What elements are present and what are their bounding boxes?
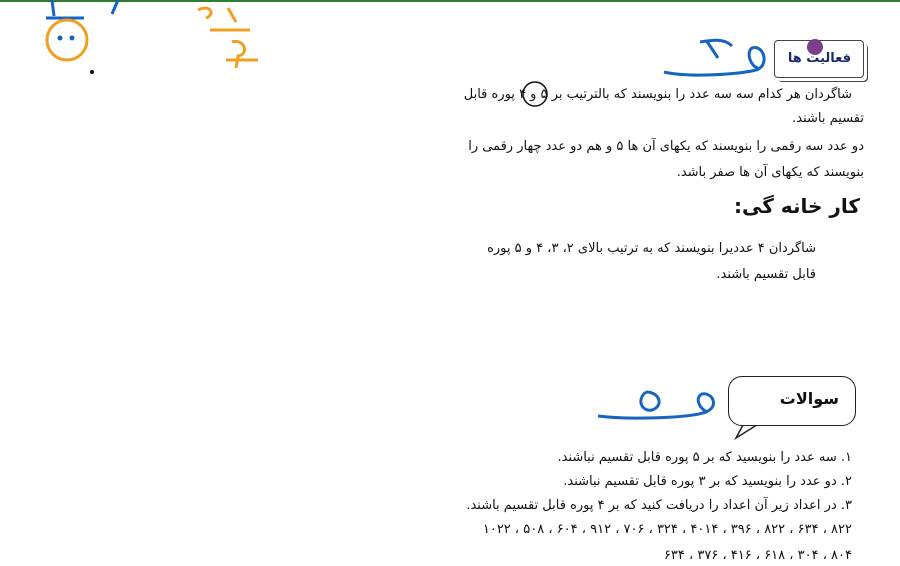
question-item-2: ۲. دو عدد را بنویسید که بر ۳ پوره قابل تقسیم نباشند. [563, 474, 852, 489]
ink-page-4 [664, 40, 764, 75]
ink-orange-fraction [198, 8, 258, 68]
question-item-1: ۱. سه عدد را بنویسید که بر ۵ پوره قابل تقسیم نباشند. [557, 450, 852, 465]
ink-blue-tick [112, 0, 118, 14]
homework-line-1: شاگردان ۴ عددیرا بنویسند که به ترتیب بالای ۲، ۳، ۴ و ۵ پوره [487, 241, 816, 256]
ink-page-5 [598, 392, 714, 418]
activity-paragraph-1-line-2: تقسیم باشند. [792, 111, 864, 126]
question-numbers-line-1: ۸۲۲ ، ۶۳۴ ، ۸۲۲ ، ۳۹۶ ، ۴۰۱۴ ، ۳۲۴ ، ۷۰۶ ، ۹۱۲ ، ۶۰۴ ، ۵۰۸ ، ۱۰۲۲ [482, 522, 852, 537]
activities-badge-label: فعالیت ها [787, 51, 851, 66]
question-numbers-line-2: ۸۰۴ ، ۳۰۴ ، ۶۱۸ ، ۴۱۶ ، ۳۷۶ ، ۶۳۴ [663, 548, 852, 563]
homework-heading: کار خانه گی: [733, 194, 860, 218]
question-item-3: ۳. در اعداد زیر آن اعداد را دریافت کنید که بر ۴ پوره قابل تقسیم باشند. [466, 498, 852, 513]
ink-orange-face [47, 20, 87, 60]
activity-paragraph-1-line-1: شاگردان هر کدام سه سه عدد را بنویسند که بالترتیب بر ۵ و ۴ پوره قابل [463, 87, 852, 102]
activity-paragraph-2-line-1: دو عدد سه رقمی را بنویسند که یکهای آن ها ۵ و هم دو عدد چهار رقمی را [468, 139, 864, 154]
ink-blue-mark [46, 0, 84, 18]
top-rule [0, 0, 900, 2]
activity-paragraph-2-line-2: بنویسند که یکهای آن ها صفر باشد. [676, 165, 864, 180]
homework-line-2: قابل تقسیم باشند. [716, 267, 816, 282]
activities-badge [774, 40, 864, 78]
questions-bubble [728, 376, 856, 426]
questions-heading: سوالات [779, 389, 839, 408]
